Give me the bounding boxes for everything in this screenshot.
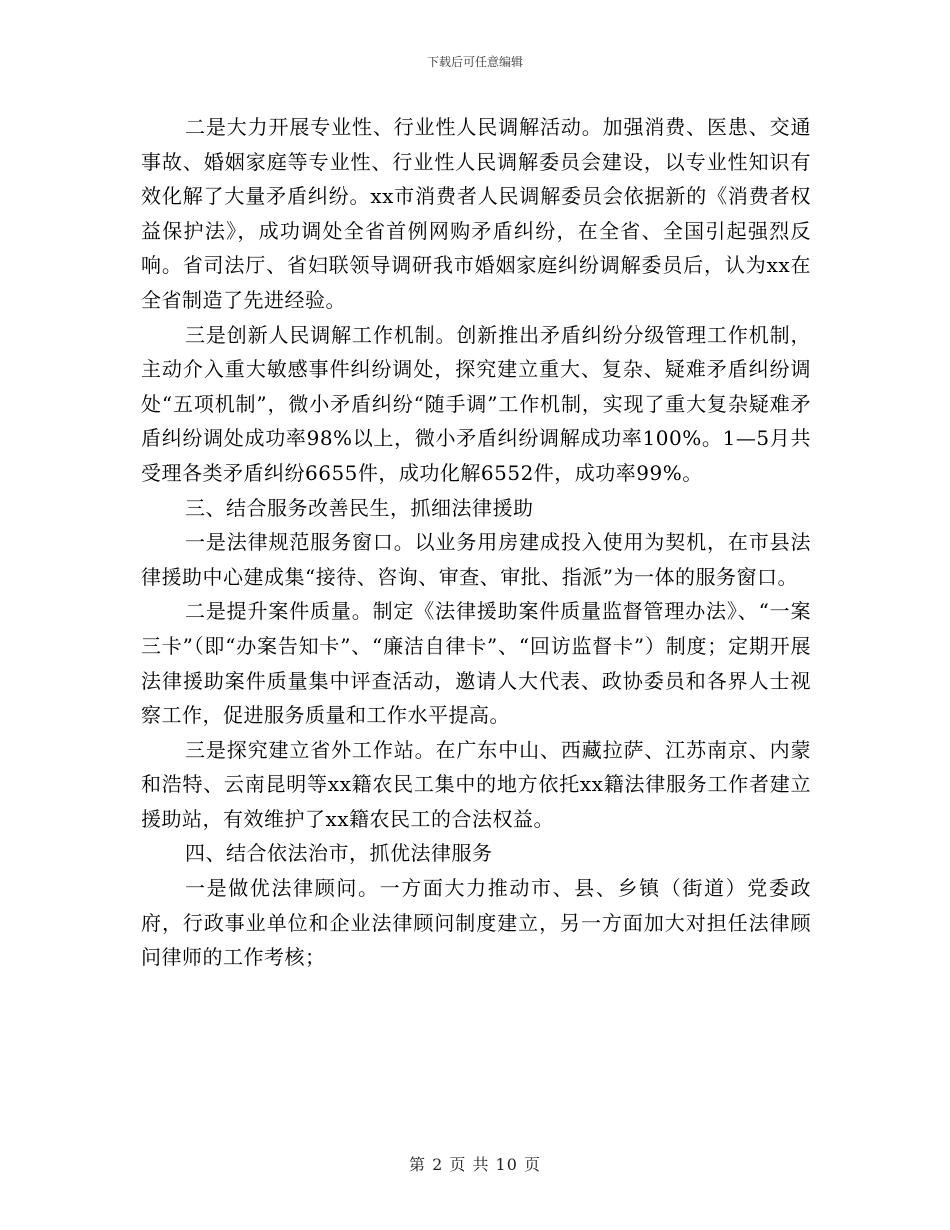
page-header: 下载后可任意编辑	[426, 55, 523, 69]
section-heading: 四、结合依法治市，抓优法律服务	[185, 841, 493, 866]
paragraph: 二是提升案件质量。制定《法律援助案件质量监督管理办法》、“一案三卡”（即“办案告知卡”、“廉洁自律卡”、“回访监督卡”）制度；定期开展法律援助案件质量集中评查活动，邀请人大代表、政协委员和各界人士视察工作，促进服务质量和工作水平提高。	[141, 599, 811, 728]
paragraph: 一是法律规范服务窗口。以业务用房建成投入使用为契机，在市县法律援助中心建成集“接待、咨询、审查、审批、指派”为一体的服务窗口。	[141, 530, 811, 589]
section-heading: 三、结合服务改善民生，抓细法律援助	[185, 495, 534, 520]
paragraph: 一是做优法律顾问。一方面大力推动市、县、乡镇（街道）党委政府，行政事业单位和企业法律顾问制度建立，另一方面加大对担任法律顾问律师的工作考核；	[141, 876, 811, 970]
paragraph: 二是大力开展专业性、行业性人民调解活动。加强消费、医患、交通事故、婚姻家庭等专业性、行业性人民调解委员会建设，以专业性知识有效化解了大量矛盾纠纷。xx市消费者人民调解委员会依据新的《消费者权益保护法》，成功调处全省首例网购矛盾纠纷，在全省、全国引起强烈反响。省司法厅、省妇联领导调研我市婚姻家庭纠纷调解委员后，认为xx在全省制造了先进经验。	[141, 115, 811, 312]
paragraph: 三是探究建立省外工作站。在广东中山、西藏拉萨、江苏南京、内蒙和浩特、云南昆明等xx籍农民工集中的地方依托xx籍法律服务工作者建立援助站，有效维护了xx籍农民工的合法权益。	[141, 737, 811, 831]
document-body	[141, 110, 811, 975]
paragraph: 三是创新人民调解工作机制。创新推出矛盾纠纷分级管理工作机制，主动介入重大敏感事件纠纷调处，探究建立重大、复杂、疑难矛盾纠纷调处“五项机制”，微小矛盾纠纷“随手调”工作机制，实现了重大复杂疑难矛盾纠纷调处成功率98%以上，微小矛盾纠纷调解成功率100%。1—5月共受理各类矛盾纠纷6655件，成功化解6552件，成功率99%。	[141, 322, 811, 485]
page-number-footer: 第 2 页 共 10 页	[409, 1155, 541, 1174]
